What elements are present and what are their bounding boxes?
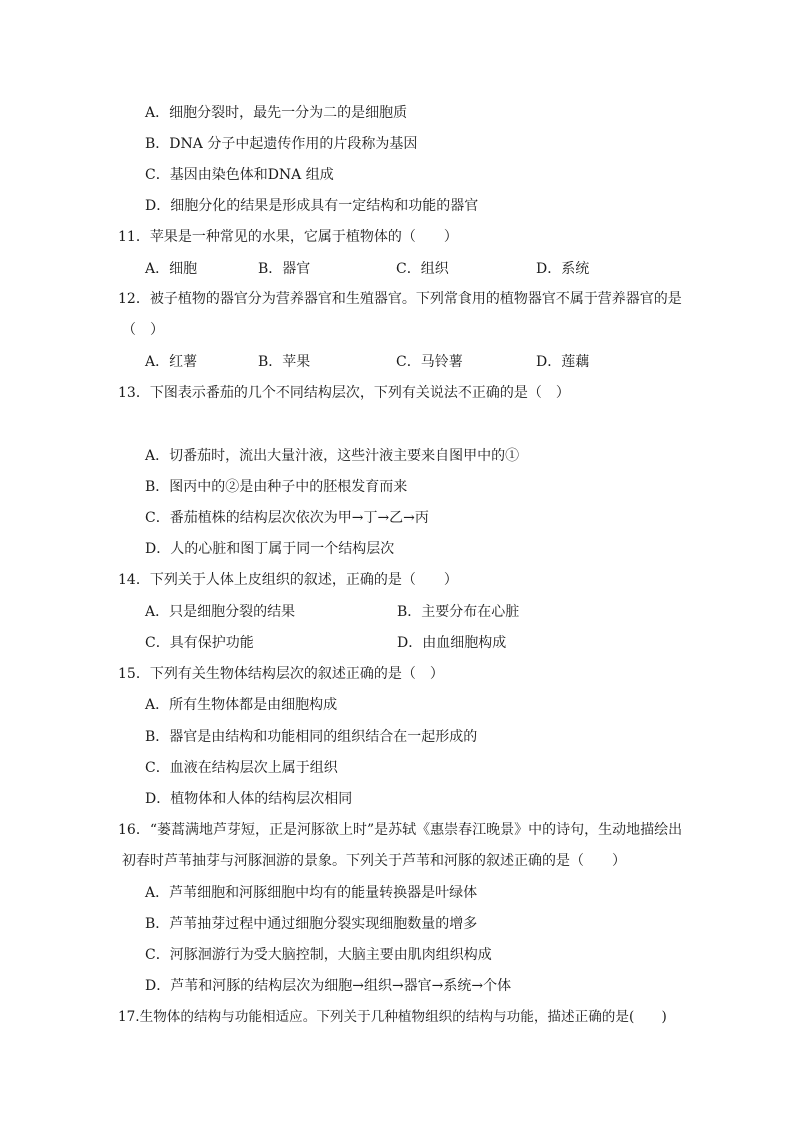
q14-option-a[interactable]: A．只是细胞分裂的结果 — [145, 604, 296, 620]
q11-option-c[interactable]: C．组织 — [396, 261, 449, 277]
q10-option-d[interactable]: D．细胞分化的结果是形成具有一定结构和功能的器官 — [145, 198, 479, 214]
q13-stem: 13．下图表示番茄的几个不同结构层次，下列有关说法不正确的是（ ） — [118, 385, 570, 401]
q13-option-c[interactable]: C．番茄植株的结构层次依次为甲→丁→乙→丙 — [145, 510, 429, 526]
q10-option-a[interactable]: A．细胞分裂时，最先一分为二的是细胞质 — [145, 105, 408, 121]
q15-option-c[interactable]: C．血液在结构层次上属于组织 — [145, 760, 338, 776]
q15-option-d[interactable]: D．植物体和人体的结构层次相同 — [145, 791, 353, 807]
q14-option-d[interactable]: D．由血细胞构成 — [397, 635, 507, 651]
q11-option-b[interactable]: B．器官 — [258, 261, 311, 277]
q16-option-d[interactable]: D．芦苇和河豚的结构层次为细胞→组织→器官→系统→个体 — [145, 978, 512, 994]
q10-option-c[interactable]: C．基因由染色体和DNA 组成 — [145, 167, 334, 183]
q17-stem: 17.生物体的结构与功能相适应。下列关于几种植物组织的结构与功能，描述正确的是( ) — [118, 1009, 667, 1025]
q12-option-d[interactable]: D．莲藕 — [536, 354, 590, 370]
q14-option-c[interactable]: C．具有保护功能 — [145, 635, 254, 651]
q13-option-a[interactable]: A．切番茄时，流出大量汁液，这些汁液主要来自图甲中的① — [145, 448, 520, 464]
q12-option-a[interactable]: A．红薯 — [145, 354, 198, 370]
q12-option-c[interactable]: C．马铃薯 — [396, 354, 463, 370]
q14-option-b[interactable]: B．主要分布在心脏 — [397, 604, 520, 620]
q16-stem: 16．“蒌蒿满地芦芽短，正是河豚欲上时”是苏轼《惠崇春江晚景》中的诗句，生动地描绘出 — [118, 822, 683, 838]
q16-option-c[interactable]: C．河豚洄游行为受大脑控制，大脑主要由肌肉组织构成 — [145, 947, 492, 963]
q16-option-b[interactable]: B．芦苇抽芽过程中通过细胞分裂实现细胞数量的增多 — [145, 916, 478, 932]
q15-option-b[interactable]: B．器官是由结构和功能相同的组织结合在一起形成的 — [145, 729, 478, 745]
q11-option-d[interactable]: D．系统 — [536, 261, 590, 277]
q16-stem-continued: 初春时芦苇抽芽与河豚洄游的景象。下列关于芦苇和河豚的叙述正确的是（ ） — [122, 853, 626, 869]
q12-option-b[interactable]: B．苹果 — [258, 354, 311, 370]
q13-option-d[interactable]: D．人的心脏和图丁属于同一个结构层次 — [145, 541, 395, 557]
q10-option-b[interactable]: B．DNA 分子中起遗传作用的片段称为基因 — [145, 136, 418, 152]
q13-option-b[interactable]: B．图丙中的②是由种子中的胚根发育而来 — [145, 479, 408, 495]
q15-option-a[interactable]: A．所有生物体都是由细胞构成 — [145, 697, 338, 713]
q16-option-a[interactable]: A．芦苇细胞和河豚细胞中均有的能量转换器是叶绿体 — [145, 885, 478, 901]
q14-stem: 14．下列关于人体上皮组织的叙述，正确的是（ ） — [118, 572, 458, 588]
q12-stem: 12．被子植物的器官分为营养器官和生殖器官。下列常食用的植物器官不属于营养器官的是 — [118, 291, 682, 307]
q11-stem: 11．苹果是一种常见的水果，它属于植物体的（ ） — [118, 229, 458, 245]
q11-option-a[interactable]: A．细胞 — [145, 261, 198, 277]
q15-stem: 15．下列有关生物体结构层次的叙述正确的是（ ） — [118, 666, 444, 682]
q12-stem-continued: （ ） — [122, 322, 164, 338]
